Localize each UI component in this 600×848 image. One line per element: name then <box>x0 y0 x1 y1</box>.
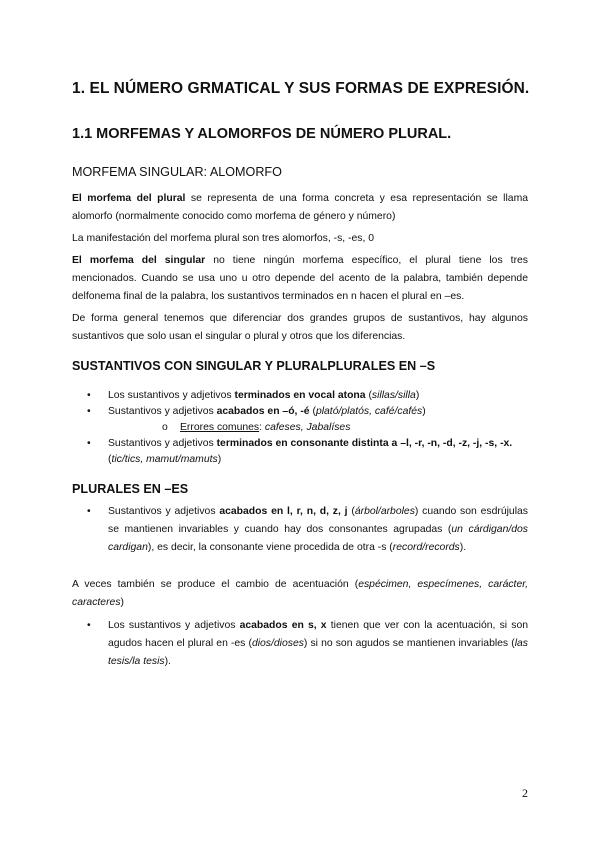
paragraph-grupos: De forma general tenemos que diferenciar dos grandes grupos de sustantivos, hay algunos sustantivos que solo usan el singular o plural y otros que los diferencias. <box>72 313 528 342</box>
list-item: • Los sustantivos y adjetivos terminados en vocal atona (sillas/silla) <box>72 388 528 404</box>
bullet-icon: • <box>87 406 91 417</box>
errores-label: Errores comunes <box>180 422 260 433</box>
paragraph-alomorfos: La manifestación del morfema plural son tres alomorfos, -s, -es, 0 <box>72 233 375 244</box>
paragraph-morfema-singular <box>72 252 528 306</box>
section-title-morfema: MORFEMA SINGULAR: ALOMORFO <box>72 165 282 179</box>
bullet-list-plurales-s <box>72 388 528 468</box>
list-item: • Los sustantivos y adjetivos acabados en s, x tienen que ver con la acentuación, si son agudos hacen el plural en -es (dios/dioses) si no son agudos se mantienen invariables (las tesis/la tesis). <box>72 617 528 671</box>
bullet-list-acabados-s-x <box>72 617 528 671</box>
bullet-icon: • <box>87 620 91 631</box>
list-item: • Sustantivos y adjetivos terminados en consonante distinta a –l, -r, -n, -d, -z, -j, -s, -x. (tic/tics, mamut/mamuts) <box>87 438 513 465</box>
section-title-plurales-es: PLURALES EN –ES <box>72 482 189 496</box>
bold-term: El morfema del singular <box>72 255 206 266</box>
page-number: 2 <box>522 786 528 800</box>
bullet-icon: • <box>87 438 91 449</box>
heading-1: 1. EL NÚMERO GRMATICAL Y SUS FORMAS DE EXPRESIÓN. <box>72 80 530 97</box>
bullet-list-plurales-es <box>72 503 528 557</box>
bullet-icon: • <box>87 506 91 517</box>
bold-term: El morfema del plural <box>72 193 186 204</box>
circle-bullet-icon: o <box>162 422 168 433</box>
list-item: • Sustantivos y adjetivos acabados en –ó, -é (plató/platós, café/cafés) o Errores comunes: cafeses, Jabalíses <box>72 404 528 436</box>
section-title-plurales-s: SUSTANTIVOS CON SINGULAR Y PLURALPLURALES EN –S <box>72 359 436 373</box>
paragraph-text: se representa de una forma concreta y esa representación se llama alomorfo (normalmente conocido como morfema de género y número) <box>72 193 529 222</box>
sub-list <box>108 420 528 436</box>
paragraph-morfema-plural <box>72 190 528 226</box>
sub-list-item: o Errores comunes: cafeses, Jabalíses <box>108 420 528 436</box>
heading-2: 1.1 MORFEMAS Y ALOMORFOS DE NÚMERO PLURAL. <box>72 126 452 142</box>
list-item: • Sustantivos y adjetivos acabados en l, r, n, d, z, j (árbol/arboles) cuando son esdrújulas se mantienen invariables y cuando hay dos consonantes agrupadas (un cárdigan/dos cardigan), es decir, la consonante viene procedida de otra -s (record/records). <box>72 503 528 557</box>
paragraph-text: no tiene ningún morfema específico, el plural tiene los tres mencionados. Cuando se usa uno u otro depende del acento de la palabra, también depende delfonema final de la palabra, los sustantivos terminados en n hacen el plural en –es. <box>72 255 528 302</box>
bullet-icon: • <box>87 390 91 401</box>
paragraph-acentuacion: A veces también se produce el cambio de acentuación (espécimen, especímenes, carácter, caracteres) <box>72 579 528 608</box>
